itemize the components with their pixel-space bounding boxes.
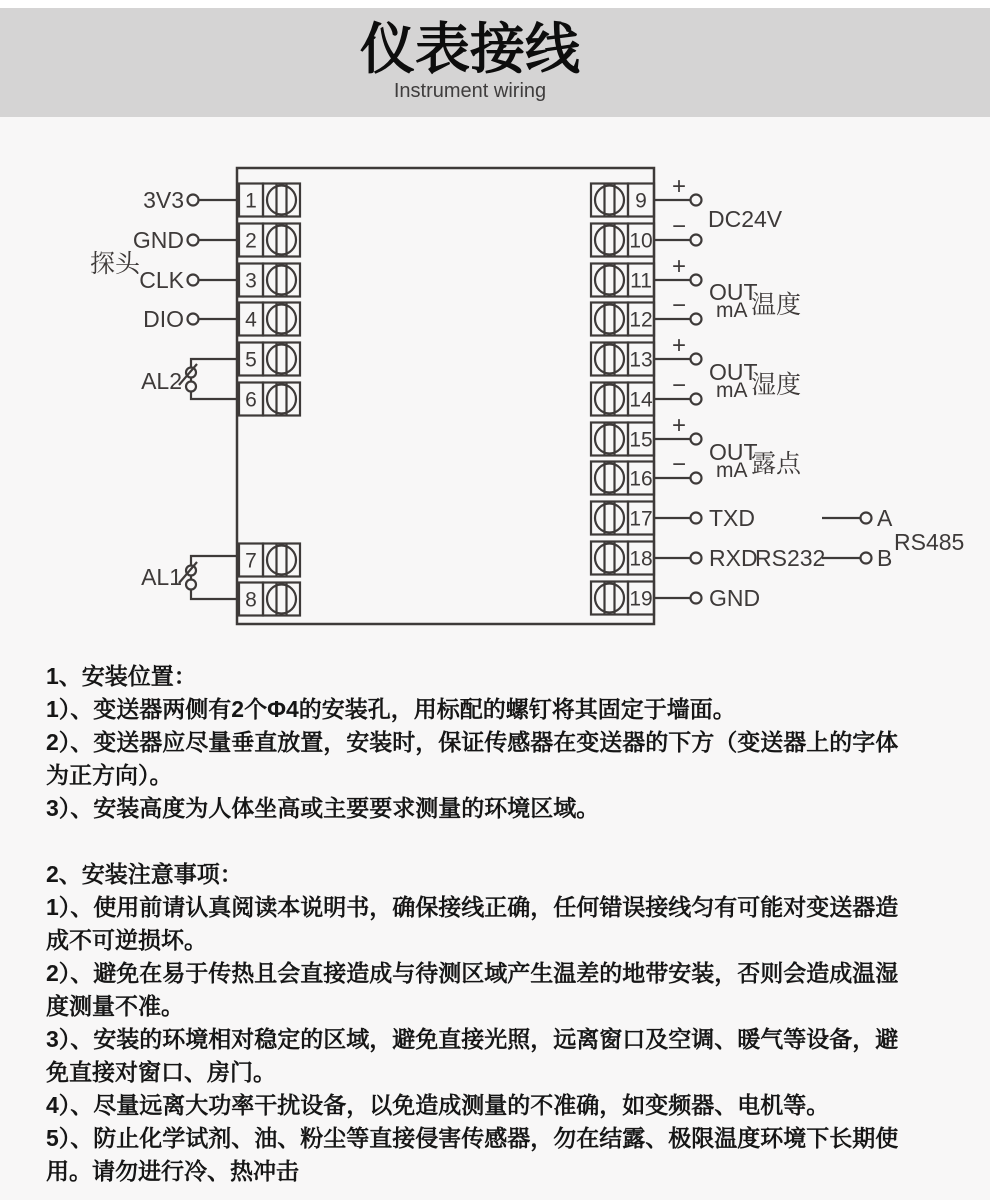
blank-line	[46, 825, 960, 858]
wire-end-dot	[691, 593, 702, 604]
terminal-7	[239, 544, 300, 577]
probe-wires	[133, 187, 237, 332]
alarm2-label: AL2	[141, 368, 182, 394]
text-line: 成不可逆损坏。	[46, 927, 207, 953]
pin-label-gnd: GND	[132, 227, 184, 253]
alarm1-switch	[141, 556, 237, 599]
terminal-number: 7	[245, 549, 257, 573]
wire-end-dot	[691, 394, 702, 405]
terminal-3	[239, 264, 300, 297]
polarity-minus: −	[671, 292, 687, 319]
page-title: 仪表接线	[359, 18, 580, 80]
text-line: 用。请勿进行冷、热冲击	[46, 1158, 299, 1184]
terminal-number: 18	[629, 547, 653, 571]
power-output-wires	[654, 173, 702, 484]
terminal-number: 10	[629, 229, 653, 253]
pin-label-dio: DIO	[143, 306, 184, 332]
terminal-14	[591, 383, 654, 416]
terminal-6	[239, 383, 300, 416]
wire-end-dot	[861, 553, 872, 564]
terminal-13	[591, 343, 654, 376]
output-temperature	[709, 279, 801, 322]
rs485-b-label: B	[877, 545, 893, 571]
comm-gnd-label: GND	[709, 585, 761, 611]
terminal-4	[239, 303, 300, 336]
polarity-plus: +	[671, 412, 687, 439]
terminal-blocks	[239, 184, 654, 616]
polarity-plus: +	[671, 332, 687, 359]
terminal-number: 5	[245, 348, 257, 372]
pin-label-clk: CLK	[139, 267, 184, 293]
section2-heading: 2、安装注意事项：	[46, 861, 243, 887]
output-unit: mA	[716, 379, 748, 402]
terminal-19	[591, 582, 654, 615]
rs485-a-label: A	[877, 505, 893, 531]
terminal-number: 3	[245, 269, 257, 293]
polarity-plus: +	[671, 253, 687, 280]
terminal-12	[591, 303, 654, 336]
terminal-number: 1	[245, 189, 257, 213]
wire-end-dot	[691, 195, 702, 206]
wire-end-dot	[691, 513, 702, 524]
terminal-number: 19	[629, 587, 653, 611]
rxd-label: RXD	[709, 545, 758, 571]
pin-label-3v3: 3V3	[143, 187, 184, 213]
terminal-5	[239, 343, 300, 376]
polarity-minus: −	[671, 213, 687, 240]
terminal-number: 2	[245, 229, 257, 253]
wire-end-dot	[691, 434, 702, 445]
text-line: 2）、避免在易于传热且会直接造成与待测区域产生温差的地带安装，否则会造成温湿	[46, 960, 899, 986]
text-line: 度测量不准。	[46, 993, 184, 1019]
terminal-number: 9	[635, 189, 647, 213]
wire-end-dot	[691, 275, 702, 286]
terminal-number: 14	[629, 388, 653, 412]
terminal-10	[591, 224, 654, 257]
installation-notes	[0, 660, 990, 1188]
text-line: 3）、安装的环境相对稳定的区域，避免直接光照，远离窗口及空调、暖气等设备，避	[46, 1026, 899, 1052]
output-name: 湿度	[751, 371, 802, 399]
terminal-number: 13	[629, 348, 653, 372]
output-unit: mA	[716, 299, 748, 322]
wiring-diagram	[0, 110, 990, 650]
terminal-number: 11	[630, 269, 652, 293]
text-line: 2）、变送器应尽量垂直放置，安装时，保证传感器在变送器的下方（变送器上的字体	[46, 729, 899, 755]
terminal-11	[591, 264, 654, 297]
text-line: 1）、使用前请认真阅读本说明书，确保接线正确，任何错误接线匀有可能对变送器造	[46, 894, 899, 920]
comm-wires	[654, 505, 825, 611]
output-humidity	[709, 359, 801, 402]
terminal-number: 15	[629, 428, 653, 452]
terminal-8	[239, 583, 300, 616]
terminal-17	[591, 502, 654, 535]
polarity-minus: −	[671, 372, 687, 399]
txd-label: TXD	[709, 505, 755, 531]
terminal-number: 6	[245, 388, 257, 412]
output-label: OUT	[709, 359, 758, 385]
terminal-number: 16	[629, 467, 653, 491]
terminal-16	[591, 462, 654, 495]
terminal-18	[591, 542, 654, 575]
output-name: 露点	[751, 450, 802, 478]
rs232-label: RS232	[755, 545, 826, 571]
terminal-number: 12	[629, 308, 653, 332]
page-header	[0, 8, 990, 117]
terminal-number: 8	[245, 588, 257, 612]
alarm1-label: AL1	[141, 564, 182, 590]
output-label: OUT	[709, 439, 758, 465]
wire-end-dot	[691, 473, 702, 484]
output-dewpoint	[709, 439, 802, 482]
probe-group-label: 探头	[89, 250, 141, 278]
wire-end-dot	[188, 195, 199, 206]
terminal-number: 17	[629, 507, 653, 531]
top-strip	[0, 0, 990, 8]
text-line: 为正方向）。	[46, 762, 173, 788]
text-line: 3）、安装高度为人体坐高或主要要求测量的环境区域。	[46, 795, 600, 821]
output-label: OUT	[709, 279, 758, 305]
switch-contact	[186, 382, 196, 392]
rs485-group	[822, 505, 964, 571]
terminal-9	[591, 184, 654, 217]
terminal-2	[239, 224, 300, 257]
wire-end-dot	[861, 513, 872, 524]
text-line: 免直接对窗口、房门。	[46, 1059, 276, 1085]
wire-end-dot	[188, 314, 199, 325]
wire-end-dot	[691, 553, 702, 564]
text-line: 4）、尽量远离大功率干扰设备，以免造成测量的不准确，如变频器、电机等。	[46, 1092, 830, 1118]
wire-end-dot	[188, 235, 199, 246]
alarm2-switch	[141, 359, 237, 399]
text-line: 1）、变送器两侧有2个Φ4的安装孔，用标配的螺钉将其固定于墙面。	[46, 696, 736, 722]
wire-end-dot	[188, 275, 199, 286]
power-label: DC24V	[708, 206, 783, 232]
terminal-1	[239, 184, 300, 217]
page-subtitle: Instrument wiring	[393, 80, 547, 102]
terminal-15	[591, 423, 654, 456]
wire-end-dot	[691, 314, 702, 325]
text-line: 5）、防止化学试剂、油、粉尘等直接侵害传感器，勿在结露、极限温度环境下长期使	[46, 1125, 899, 1151]
switch-contact	[186, 580, 196, 590]
polarity-plus: +	[671, 173, 687, 200]
terminal-number: 4	[245, 308, 257, 332]
output-unit: mA	[716, 459, 748, 482]
rs485-label: RS485	[894, 529, 965, 555]
section1-heading: 1、安装位置：	[46, 663, 197, 689]
wire-end-dot	[691, 354, 702, 365]
polarity-minus: −	[671, 451, 687, 478]
wire-end-dot	[691, 235, 702, 246]
output-name: 温度	[751, 291, 802, 319]
